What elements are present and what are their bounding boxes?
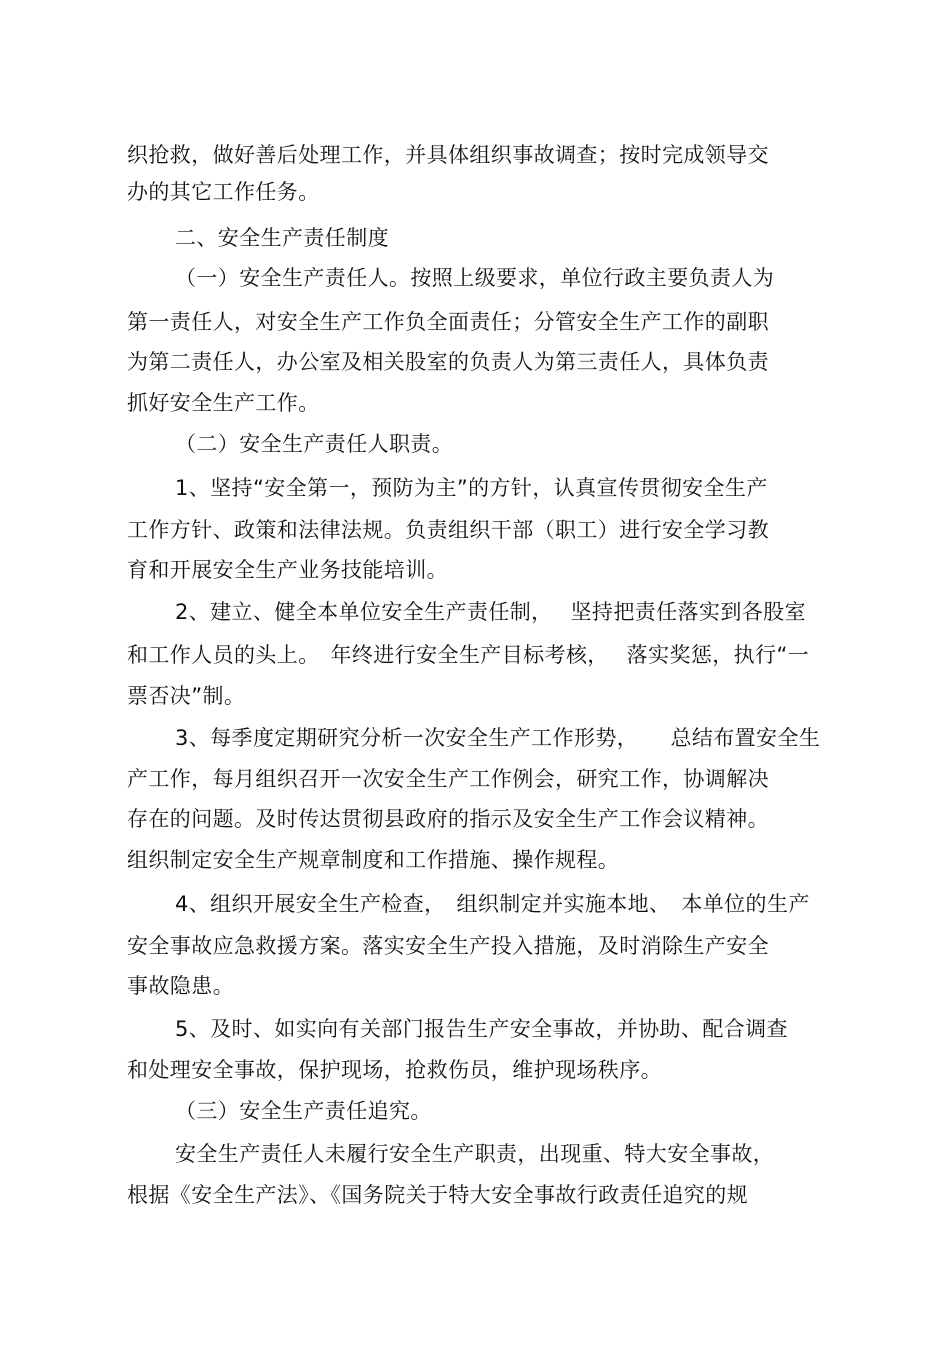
- text-line: 事故隐患。: [127, 974, 234, 998]
- text-line: 根据《安全生产法》、《国务院关于特大安全事故行政责任追究的规: [127, 1183, 748, 1207]
- text-line: 产工作，每月组织召开一次安全生产工作例会，研究工作，协调解决: [127, 767, 769, 791]
- subsection-heading: （二）安全生产责任人职责。: [175, 432, 454, 456]
- text-line: 第一责任人，对安全生产工作负全面责任；分管安全生产工作的副职: [127, 310, 769, 334]
- list-item: 2、建立、健全本单位安全生产责任制， 坚持把责任落实到各股室: [175, 600, 806, 624]
- text-line: 票否决”制。: [127, 684, 246, 708]
- text-line: 工作方针、政策和法律法规。负责组织干部（职工）进行安全学习教: [127, 518, 769, 542]
- text-line: 织抢救，做好善后处理工作，并具体组织事故调查；按时完成领导交: [127, 143, 769, 167]
- subsection-heading: （三）安全生产责任追究。: [175, 1099, 432, 1123]
- text-line: 和工作人员的头上。 年终进行安全生产目标考核， 落实奖惩，执行“一: [127, 643, 810, 667]
- section-heading: 二、安全生产责任制度: [175, 226, 389, 250]
- list-item: 5、及时、如实向有关部门报告生产安全事故，并协助、配合调查: [175, 1017, 788, 1041]
- list-item: 4、组织开展安全生产检查， 组织制定并实施本地、 本单位的生产: [175, 892, 810, 916]
- text-line: 为第二责任人，办公室及相关股室的负责人为第三责任人，具体负责: [127, 350, 769, 374]
- text-line: 抓好安全生产工作。: [127, 391, 320, 415]
- text-line: 安全生产责任人未履行安全生产职责，出现重、特大安全事故，: [175, 1142, 775, 1166]
- text-line: 育和开展安全生产业务技能培训。: [127, 558, 448, 582]
- text-line: 组织制定安全生产规章制度和工作措施、操作规程。: [127, 848, 620, 872]
- text-line: 安全事故应急救援方案。落实安全生产投入措施，及时消除生产安全: [127, 934, 769, 958]
- text-line: 和处理安全事故，保护现场，抢救伤员，维护现场秩序。: [127, 1058, 662, 1082]
- text-line: 办的其它工作任务。: [127, 180, 320, 204]
- text-line: 存在的问题。及时传达贯彻县政府的指示及安全生产工作会议精神。: [127, 807, 769, 831]
- list-item: 1、坚持“安全第一，预防为主”的方针，认真宣传贯彻安全生产: [175, 476, 768, 500]
- list-item: 3、每季度定期研究分析一次安全生产工作形势， 总结布置安全生: [175, 726, 821, 750]
- subsection-heading: （一）安全生产责任人。按照上级要求，单位行政主要负责人为: [175, 266, 775, 290]
